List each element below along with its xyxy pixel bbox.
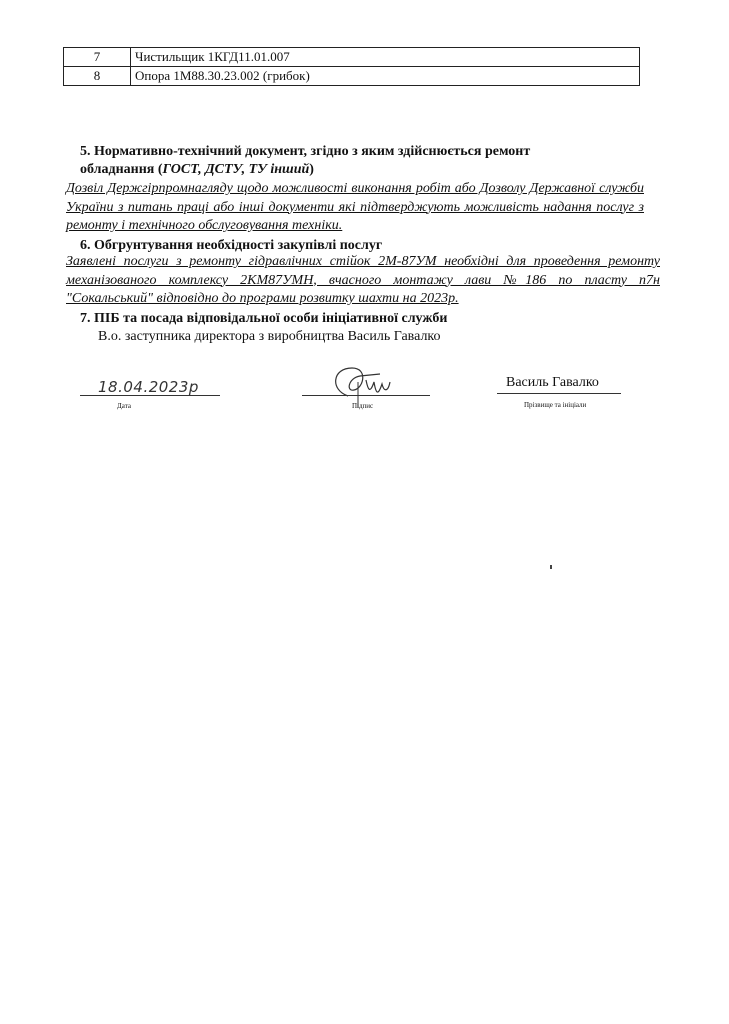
- handwritten-date: 18.04.2023р: [98, 378, 199, 396]
- section6-heading: 6. Обгрунтування необхідності закупівлі послуг: [80, 238, 383, 253]
- date-caption: Дата: [117, 402, 131, 410]
- section6-body: Заявлені послуги з ремонту гідравлічних стійок 2М-87УМ необхідні для проведення ремонту механізованого комплексу 2КМ87УМН, вчасного монтажу лави №186 по пласту п7н "Сокальський" відповідно до програми розвитку шахти на 2023р.: [66, 254, 660, 306]
- signature-line: [302, 395, 430, 396]
- scan-speck: [550, 565, 552, 569]
- section5-body: Дозвіл Держгірпромнагляду щодо можливості виконання робіт або Дозволу Державної служби України з питань праці або інші документи які підтверджують можливість надання послуг з ремонту і технічного обслуговування техніки.: [66, 181, 644, 233]
- section7-body: В.о. заступника директора з виробництва Василь Гавалко: [98, 329, 441, 344]
- section7-heading: 7. ПІБ та посада відповідальної особи ініціативної служби: [80, 311, 448, 326]
- signature-caption: Підпис: [352, 402, 374, 410]
- printed-name: Василь Гавалко: [506, 375, 599, 390]
- section5-heading-text: обладнання (: [80, 162, 163, 177]
- table-row: [64, 67, 640, 86]
- row-number: 8: [64, 67, 131, 86]
- row-number: 7: [64, 48, 131, 67]
- part-name: Опора 1М88.30.23.002 (грибок): [131, 67, 640, 86]
- name-caption: Прізвище та ініціали: [524, 401, 587, 409]
- name-line: [497, 393, 621, 394]
- section5-heading-close: ): [309, 162, 314, 177]
- section5-standards: ГОСТ, ДСТУ, ТУ інший: [162, 162, 310, 177]
- section5-heading-line1: 5. Нормативно-технічний документ, згідно з яким здійснюється ремонт: [80, 144, 531, 159]
- section5-heading-line2: [80, 161, 314, 179]
- table-row: [64, 48, 640, 67]
- parts-table: [63, 47, 640, 86]
- date-line: [80, 395, 220, 396]
- part-name: Чистильщик 1КГД11.01.007: [131, 48, 640, 67]
